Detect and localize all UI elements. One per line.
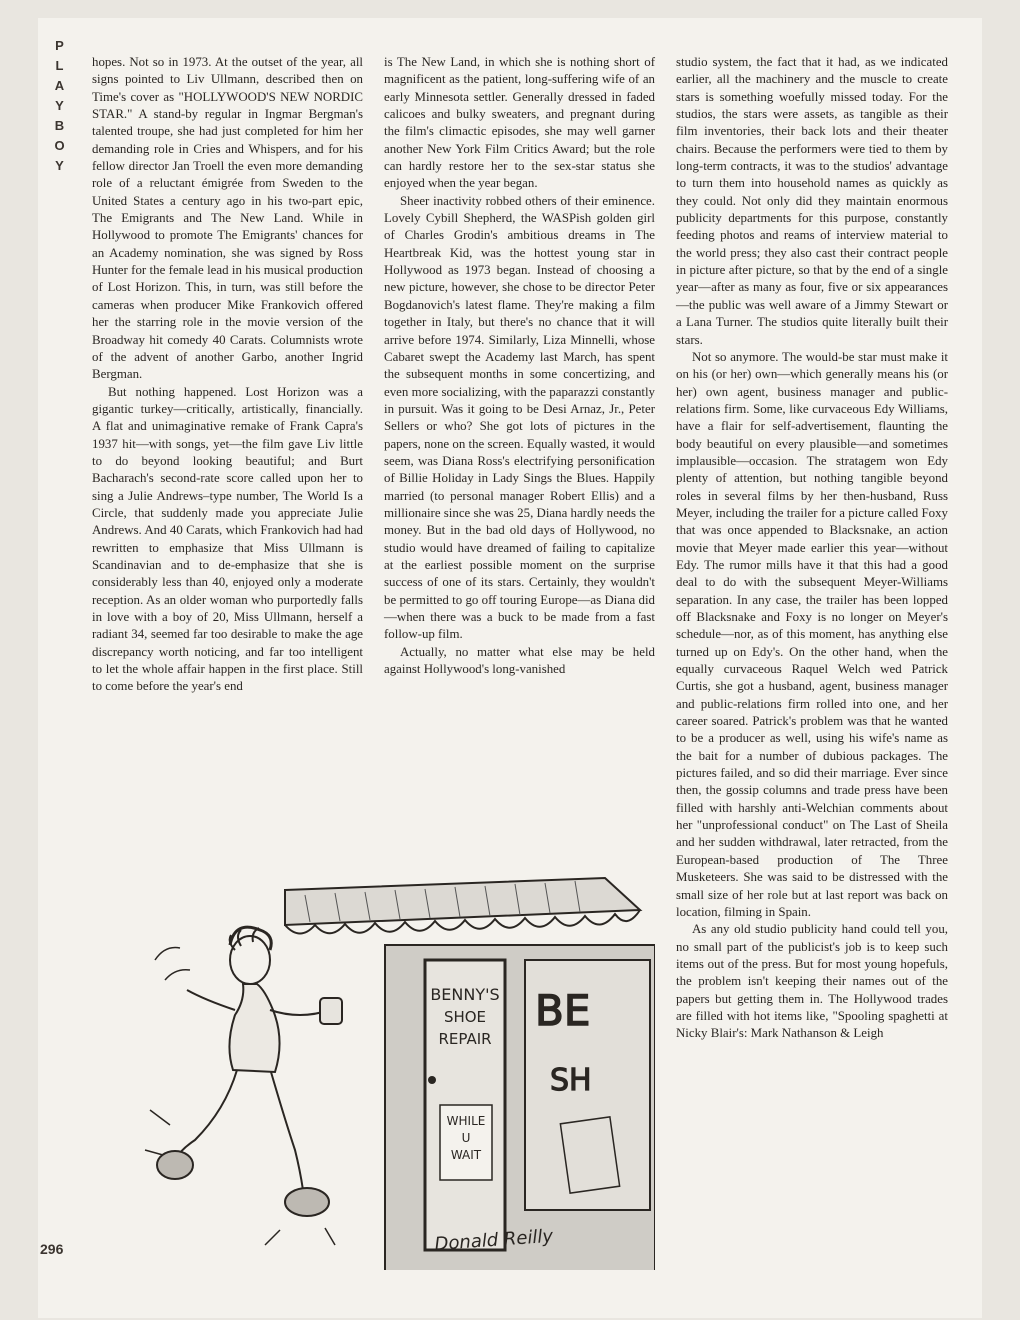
paragraph: Sheer inactivity robbed others of their eminence. Lovely Cybill Shepherd, the WASPish golden girl of Charles Grodin's ambitious dreams in The Heartbreak Kid, was the hottest young star in Hollywood as 1973 began. Instead of choosing a new picture, however, she chose to be director Peter Bogdanovich's latest flame. They're making a film together in Italy, but there's no chance that it will arrive before 1974. Similarly, Liza Minnelli, whose Cabaret swept the Academy last March, has spent the subsequent months in some concertizing, and even more socializing, with the paparazzi constantly in pursuit. Was it going to be Desi Arnaz, Jr., Peter Sellers or who? She got lots of pictures in the papers, none on the screen. Equally wasted, it would seem, was Diana Ross's electrifying personification of Billie Holiday in Lady Sings the Blues. Happily married (to personal manager Robert Ellis) and a millionaire since she was 25, Diana hardly needs the money. But in the bad old days of Hollywood, no studio would have dreamed of failing to capitalize at the earliest possible moment on the surprise success of one of its stars. Certainly, they wouldn't be permitted to go off touring Europe—as Diana did—when there was a buck to be made from a fast follow-up film. xyxy=(384,193,655,642)
window-lettering-2: SH xyxy=(550,1063,592,1098)
paragraph: As any old studio publicity hand could tell you, no small part of the publicist's job is to keep such items out of the press. But for most young hopefuls, the problem isn't keeping their names out of the papers but getting them in. The Hollywood trades are filled with hot items like, "Spooling spaghetti at Nicky Blair's: Mark Nathanson & Leigh xyxy=(676,922,948,1041)
page-number: 296 xyxy=(40,1241,64,1257)
cartoon-illustration xyxy=(135,850,655,1270)
paragraph: But nothing happened. Lost Horizon was a gigantic turkey—critically, artistically, financially. A flat and unimaginative remake of Frank Capra's 1937 hit—with songs, yet—the film gave Liv little to do beyond looking beautiful; and Burt Bacharach's second-rate score called upon her to sing a Julie Andrews–type number, The World Is a Circle, that suddenly made you appreciate Julie Andrews. And 40 Carats, which Frankovich had had rewritten to emphasize that Miss Ullmann is Scandinavian and to de-emphasize that she is considerably less than 40, enjoyed only a moderate reception. As an older woman who purportedly falls in love with a boy of 20, Miss Ullmann, herself a radiant 34, seemed far too desirable to make the age discrepancy worth noticing, and far too intelligent to let the whole affair happen in the first place. Still to come before the year's end xyxy=(92,384,363,694)
text-column-3 xyxy=(676,54,948,1043)
sign-line-1: BENNY'S xyxy=(430,985,500,1004)
text-column-2 xyxy=(384,54,655,678)
cartoon-drawing xyxy=(135,850,655,1270)
sign-line-2: SHOE xyxy=(443,1008,487,1026)
sign-line-3: REPAIR xyxy=(438,1030,492,1048)
placard-line-1: WHILE xyxy=(446,1114,486,1128)
text-column-1 xyxy=(92,54,363,696)
paragraph: hopes. Not so in 1973. At the outset of the year, all signs pointed to Liv Ullmann, described then on Time's cover as "HOLLYWOOD'S NEW NORDIC STAR." A stand-by regular in Ingmar Bergman's talented troupe, she had just completed for him her demanding role in Cries and Whispers, and for his fellow director Jan Troell the even more demanding role of a reluctant émigrée from Sweden to the United States a century ago in his two-part epic, The Emigrants and The New Land. While in Hollywood to promote The Emigrants' chances for an Academy nomination, she was signed by Ross Hunter for the female lead in his musical production of Lost Horizon. This, in turn, was still before the cameras when producer Mike Frankovich offered her the starring role in the movie version of the Broadway hit comedy 40 Carats. Columnists wrote of the advent of another Garbo, another Ingrid Bergman. xyxy=(92,55,363,382)
paragraph: is The New Land, in which she is nothing short of magnificent as the patient, long-suffering wife of an early Minnesota settler. Generally dressed in faded calicoes and bulky sweaters, and pregnant during the film's climactic episodes, she may well garner another New York Film Critics Award; but the role can hardly restore her to the sex-star status she enjoyed when the year began. xyxy=(384,55,655,191)
window-lettering-1: BE xyxy=(535,986,591,1035)
door-knob xyxy=(428,1076,436,1084)
placard-line-2: U xyxy=(461,1131,471,1145)
placard-line-3: WAIT xyxy=(450,1148,482,1162)
running-head: PLAYBOY xyxy=(52,38,67,178)
cartoonist-signature: Donald Reilly xyxy=(433,1225,554,1255)
paragraph: Actually, no matter what else may be held against Hollywood's long-vanished xyxy=(384,644,655,677)
paragraph: studio system, the fact that it had, as we indicated earlier, all the machinery and the muscle to create stars is something woefully missed today. For the studios, the stars were assets, as tangible as their film inventories, their back lots and their theater chairs. Because the performers were tied to them by long-term contracts, it was to the studios' advantage to turn them into household names as quickly as they could. Not only did they maintain enormous publicity departments for this purpose, constantly feeding photos and reams of interview material to the world press; they also cast their contract people in picture after picture, so that by the end of a single year—after as many as four, five or six appearances—the public was well aware of a Jimmy Stewart or a Lana Turner. The studios quite literally built their stars. xyxy=(676,55,948,347)
paragraph: Not so anymore. The would-be star must make it on his (or her) own—which generally means his (or her) own agent, business manager and public-relations firm. Some, like curvaceous Edy Williams, have a flair for self-advertisement, flaunting the body beautiful on every plausible—and sometimes implausible—occasion. The stratagem won Edy plenty of attention, but nothing tangible beyond roles in several films by her then-husband, Russ Meyer, including the trailer for a picture called Foxy that was once appended to Blacksnake, an action movie that Meyer made earlier this year—without Edy. The rumor mills have it that this had a good deal to do with the subsequent Meyer-Williams separation. In any case, the trailer has been lopped off Blacksnake and Foxy is no longer on Meyer's schedule—nor, as of this moment, has anything else turned up on Edy's. On the other hand, when the equally curvaceous Raquel Welch wed Patrick Curtis, she got a husband, agent, business manager and public-relations firm rolled into one, and her career soared. Patrick's problem was that he wanted to be a producer as well, using his wife's name as the bait for a number of dubious packages. The pictures failed, and so did their marriage. Ever since then, the gossip columns and trade press have been filled with harshly anti-Welchian comments about her "unprofessional conduct" on The Last of Sheila and her sudden withdrawal, later retracted, from the European-based production of The Three Musketeers. She was said to be distressed with the small size of her role but at last report was back on location, filming in Spain. xyxy=(676,349,948,919)
